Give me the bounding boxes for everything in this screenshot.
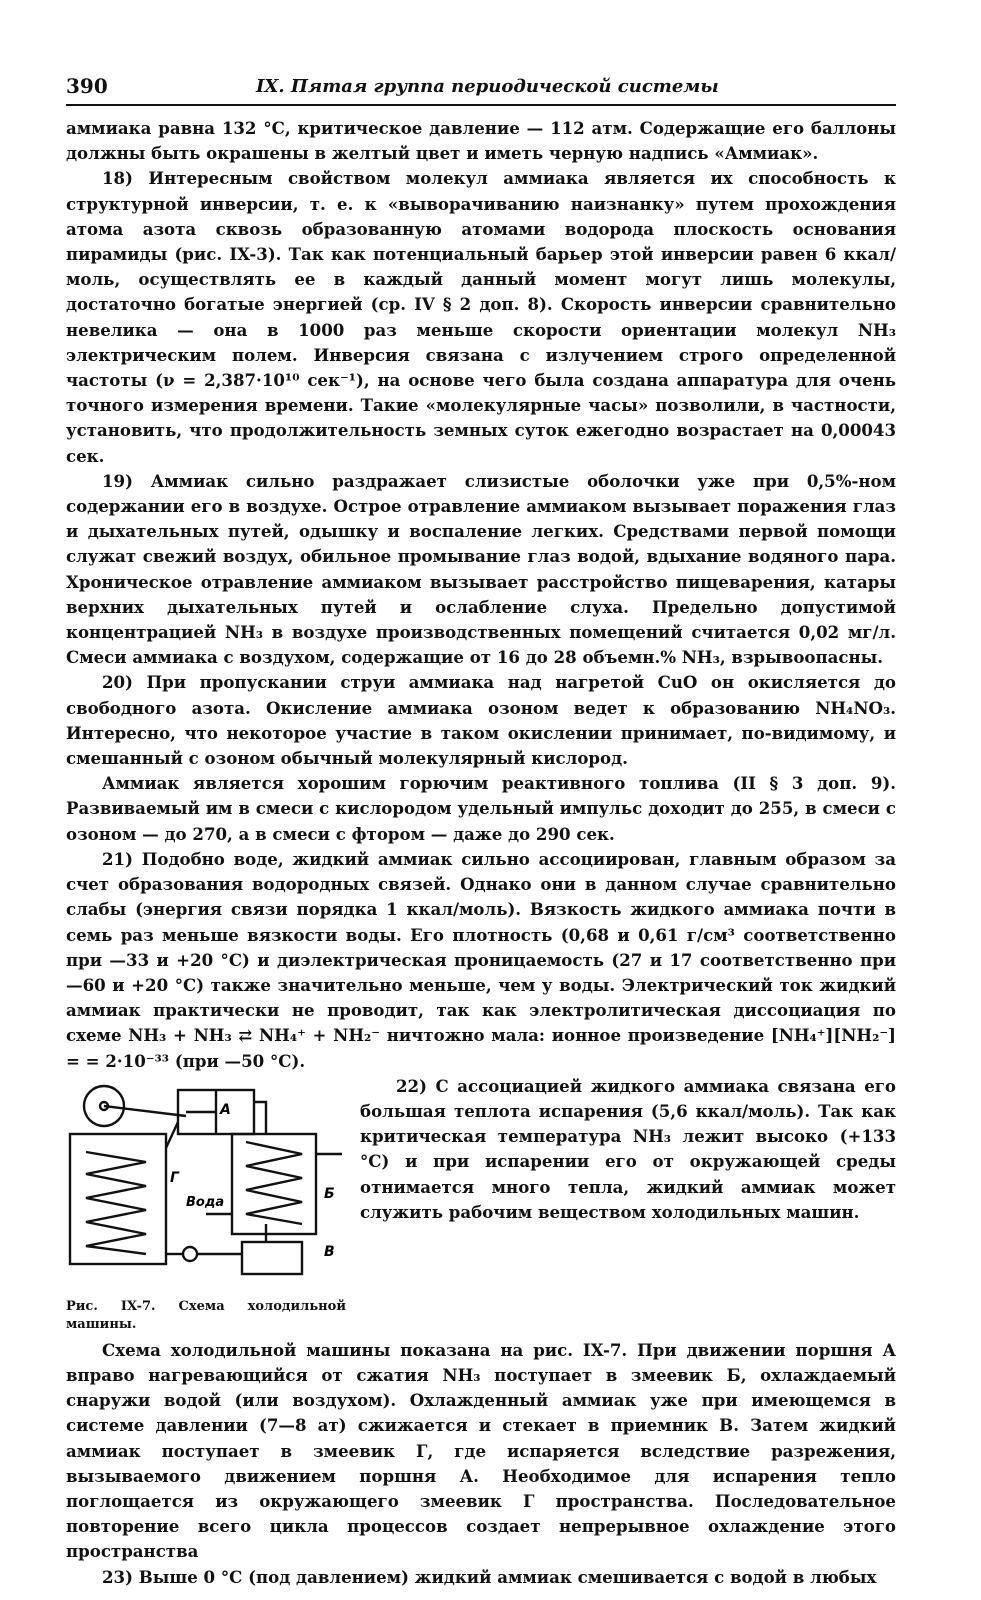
figure-caption: Рис. IX-7. Схема холодильной машины. <box>66 1298 346 1332</box>
running-title: IX. Пятая группа периодической системы <box>256 76 719 97</box>
paragraph: 20) При пропускании струи аммиака над нагретой CuO он окисляется до свободного азота. Окисление аммиака озоном ведет к образованию NH₄NO₃. Интересно, что некоторое участие в таком окислении принимает, по-видимому, и смешанный с озоном обычный молекулярный кислород. <box>66 672 896 769</box>
label-v: В <box>324 1243 335 1260</box>
paragraph: 22) С ассоциацией жидкого аммиака связана его большая теплота испарения (5,6 ккал/моль). Так как критическая температура NH₃ лежит высоко (+133 °С) и при испарении его от окружающей среды отнимается много тепла, жидкий аммиак может служить рабочим веществом холодильных машин. <box>360 1075 896 1222</box>
page-number: 390 <box>66 74 108 98</box>
label-a: А <box>220 1101 231 1118</box>
paragraph: аммиака равна 132 °С, критическое давление — 112 атм. Содержащие его баллоны должны быть окрашены в желтый цвет и иметь черную надпись «Аммиак». <box>66 118 896 164</box>
paragraph: Схема холодильной машины показана на рис. IX-7. При движении поршня А вправо нагревающийся от сжатия NH₃ поступает в змеевик Б, охлаждаемый снаружи водой (или воздухом). Охлажденный аммиак уже при имеющемся в системе давлении (7—8 ат) сжижается и стекает в приемник В. Затем жидкий аммиак поступает в змеевик Г, где испаряется вследствие разрежения, вызываемого движением поршня А. Необходимое для испарения тепло поглощается из окружающего змеевик Г пространства. Последовательное повторение всего цикла процессов создает непрерывное охлаждение этого пространства <box>66 1339 896 1562</box>
label-water: Вода <box>186 1194 225 1210</box>
figure-refrigerator <box>66 1082 346 1334</box>
paragraph: 23) Выше 0 °С (под давлением) жидкий аммиак смешивается с водой в любых <box>102 1566 877 1587</box>
paragraph: Аммиак является хорошим горючим реактивного топлива (II § 3 доп. 9). Развиваемый им в смеси с кислородом удельный импульс доходит до 255, в смеси с озоном — до 270, а в смеси с фтором — даже до 290 сек. <box>66 773 896 844</box>
paragraph: 18) Интересным свойством молекул аммиака является их способность к структурной инверсии, т. е. к «выворачиванию наизнанку» путем прохождения атома азота сквозь образованную атомами водорода плоскость основания пирамиды (рис. IX-3). Так как потенциальный барьер этой инверсии равен 6 ккал/моль, осуществлять ее в каждый данный момент могут лишь молекулы, достаточно богатые энергией (ср. IV § 2 доп. 8). Скорость инверсии сравнительно невелика — она в 1000 раз меньше скорости ориентации молекул NH₃ электрическим полем. Инверсия связана с излучением строго определенной частоты (ν = 2,387·10¹⁰ сек⁻¹), на основе чего была создана аппаратура для очень точного измерения времени. Такие «молекулярные часы» позволили, в частности, установить, что продолжительность земных суток ежегодно возрастает на 0,00043 сек. <box>66 168 896 466</box>
book-page <box>66 70 896 1590</box>
refrigerator-diagram <box>66 1082 346 1282</box>
label-g: Г <box>170 1169 179 1186</box>
paragraph: 19) Аммиак сильно раздражает слизистые оболочки уже при 0,5%-ном содержании его в воздухе. Острое отравление аммиаком вызывает поражения глаз и дыхательных путей, одышку и воспаление легких. Средствами первой помощи служат свежий воздух, обильное промывание глаз водой, вдыхание водяного пара. Хроническое отравление аммиаком вызывает расстройство пищеварения, катары верхних дыхательных путей и ослабление слуха. Предельно допустимой концентрацией NH₃ в воздухе производственных помещений считается 0,02 мг/л. Смеси аммиака с воздухом, содержащие от 16 до 28 объемн.% NH₃, взрывоопасны. <box>66 470 896 668</box>
label-b: Б <box>324 1185 335 1202</box>
page-body <box>66 116 896 1590</box>
page-header <box>66 70 896 106</box>
paragraph: 21) Подобно воде, жидкий аммиак сильно ассоциирован, главным образом за счет образования водородных связей. Однако они в данном случае сравнительно слабы (энергия связи порядка 1 ккал/моль). Вязкость жидкого аммиака почти в семь раз меньше вязкости воды. Его плотность (0,68 и 0,61 г/см³ соответственно при —33 и +20 °С) и диэлектрическая проницаемость (27 и 17 соответственно при —60 и +20 °С) также значительно меньше, чем у воды. Электрический ток жидкий аммиак практически не проводит, так как электролитическая диссоциация по схеме NH₃ + NH₃ ⇄ NH₄⁺ + NH₂⁻ ничтожно мала: ионное произведение [NH₄⁺][NH₂⁻] = = 2·10⁻³³ (при —50 °С). <box>66 848 896 1071</box>
